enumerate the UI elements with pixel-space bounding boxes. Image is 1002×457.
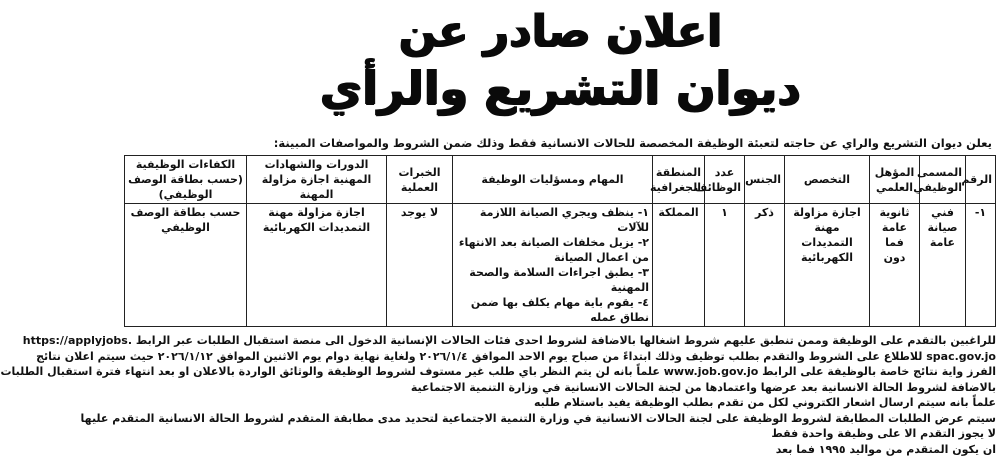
header-region: المنطقة الجغرافية — [653, 156, 705, 204]
cell-gender: ذكر — [745, 204, 785, 327]
header-title: المسمى الوظيفي — [920, 156, 966, 204]
announcement-title — [125, 4, 996, 128]
header-gender: الجنس — [745, 156, 785, 204]
duty-item: ٢- يزيل مخلفات الصيانة بعد الانتهاء من اعمال الصيانة — [456, 235, 649, 265]
cell-num: ١- — [966, 204, 996, 327]
header-num: الرقم — [966, 156, 996, 204]
header-count: عدد الوظائف — [705, 156, 745, 204]
cell-specialization: اجازة مزاولة مهنة التمديدات الكهربائية — [785, 204, 870, 327]
note-line: سيتم عرض الطلبات المطابقة لشروط الوظيفة على لجنة الحالات الانسانية في وزارة التنمية الاجتماعية لتحديد مدى مطابقة المتقدم لشروط الحالة الانسانية المتقدم عليها — [125, 411, 996, 427]
cell-duties — [453, 204, 653, 327]
title-line-2: ديوان التشريع والرأي — [125, 60, 996, 116]
header-qualification: المؤهل العلمي — [870, 156, 920, 204]
note-line: spac.gov.jo للاطلاع على الشروط والتقدم بطلب توظيف وذلك ابتداءً من صباح يوم الاحد الموافق ٢٠٢٦/١/٤ ولغاية نهاية دوام يوم الاثنين الموافق ٢٠٢٦/١/١٢ حيث سيتم اعلان نتائج — [125, 349, 996, 365]
note-line: الفرز واية نتائج خاصة بالوظيفة على الرابط www.job.gov.jo علماً بانه لن يتم النظر باي طلب غير مستوف لشروط الوظيفة والوثائق الواردة بالاعلان او بعد انتهاء فترة استقبال الطلبات — [125, 364, 996, 380]
cell-experience: لا يوجد — [387, 204, 453, 327]
header-experience: الخبرات العملية — [387, 156, 453, 204]
header-duties: المهام ومسؤليات الوظيفة — [453, 156, 653, 204]
cell-title: فني صيانة عامة — [920, 204, 966, 327]
note-line: بالاضافة لشروط الحالة الانسانية بعد عرضها واعتمادها من لجنة الحالات الانسانية في وزارة التنمية الاجتماعية — [125, 380, 996, 396]
note-line: لا يجوز التقدم الا على وظيفة واحدة فقط — [125, 426, 996, 442]
note-line: للراغبين بالتقدم على الوظيفة وممن تنطبق عليهم شروط اشغالها بالاضافة لشروط احدى فئات الحالات الإنسانية الدخول الى منصة استقبال الطلبات عبر الرابط .https://applyjobs — [125, 333, 996, 349]
duty-item: ٤- يقوم باية مهام يكلف بها ضمن نطاق عمله — [456, 295, 649, 325]
note-line: ان يكون المتقدم من مواليد ١٩٩٥ فما بعد — [125, 442, 996, 457]
note-line: علماً بانه سيتم ارسال اشعار الكتروني لكل من تقدم بطلب الوظيفة يفيد باستلام طلبه — [125, 395, 996, 411]
notes-section — [125, 333, 996, 457]
header-courses: الدورات والشهادات المهنية اجازة مزاولة المهنة — [247, 156, 387, 204]
cell-count: ١ — [705, 204, 745, 327]
header-competencies: الكفاءات الوظيفية (حسب بطاقة الوصف الوظيفي) — [125, 156, 247, 204]
cell-qualification: ثانوية عامة فما دون — [870, 204, 920, 327]
cell-region: المملكة — [653, 204, 705, 327]
duty-item: ١- ينظف ويجري الصيانة اللازمة للآلات — [456, 205, 649, 235]
title-line-1: اعلان صادر عن — [125, 4, 996, 60]
announcement-page — [119, 0, 1002, 446]
table-row — [125, 204, 996, 327]
duty-item: ٣- يطبق اجراءات السلامة والصحة المهنية — [456, 265, 649, 295]
table-header-row — [125, 156, 996, 204]
intro-text: يعلن ديوان التشريع والراي عن حاجته لتعبئة الوظيفة المخصصة للحالات الانسانية فقط وذلك ضمن الشروط والمواصفات المبينة: — [125, 136, 992, 151]
jobs-table — [124, 155, 996, 327]
cell-competencies: حسب بطاقة الوصف الوظيفي — [125, 204, 247, 327]
header-specialization: التخصص — [785, 156, 870, 204]
cell-courses: اجازة مزاولة مهنة التمديدات الكهربائية — [247, 204, 387, 327]
